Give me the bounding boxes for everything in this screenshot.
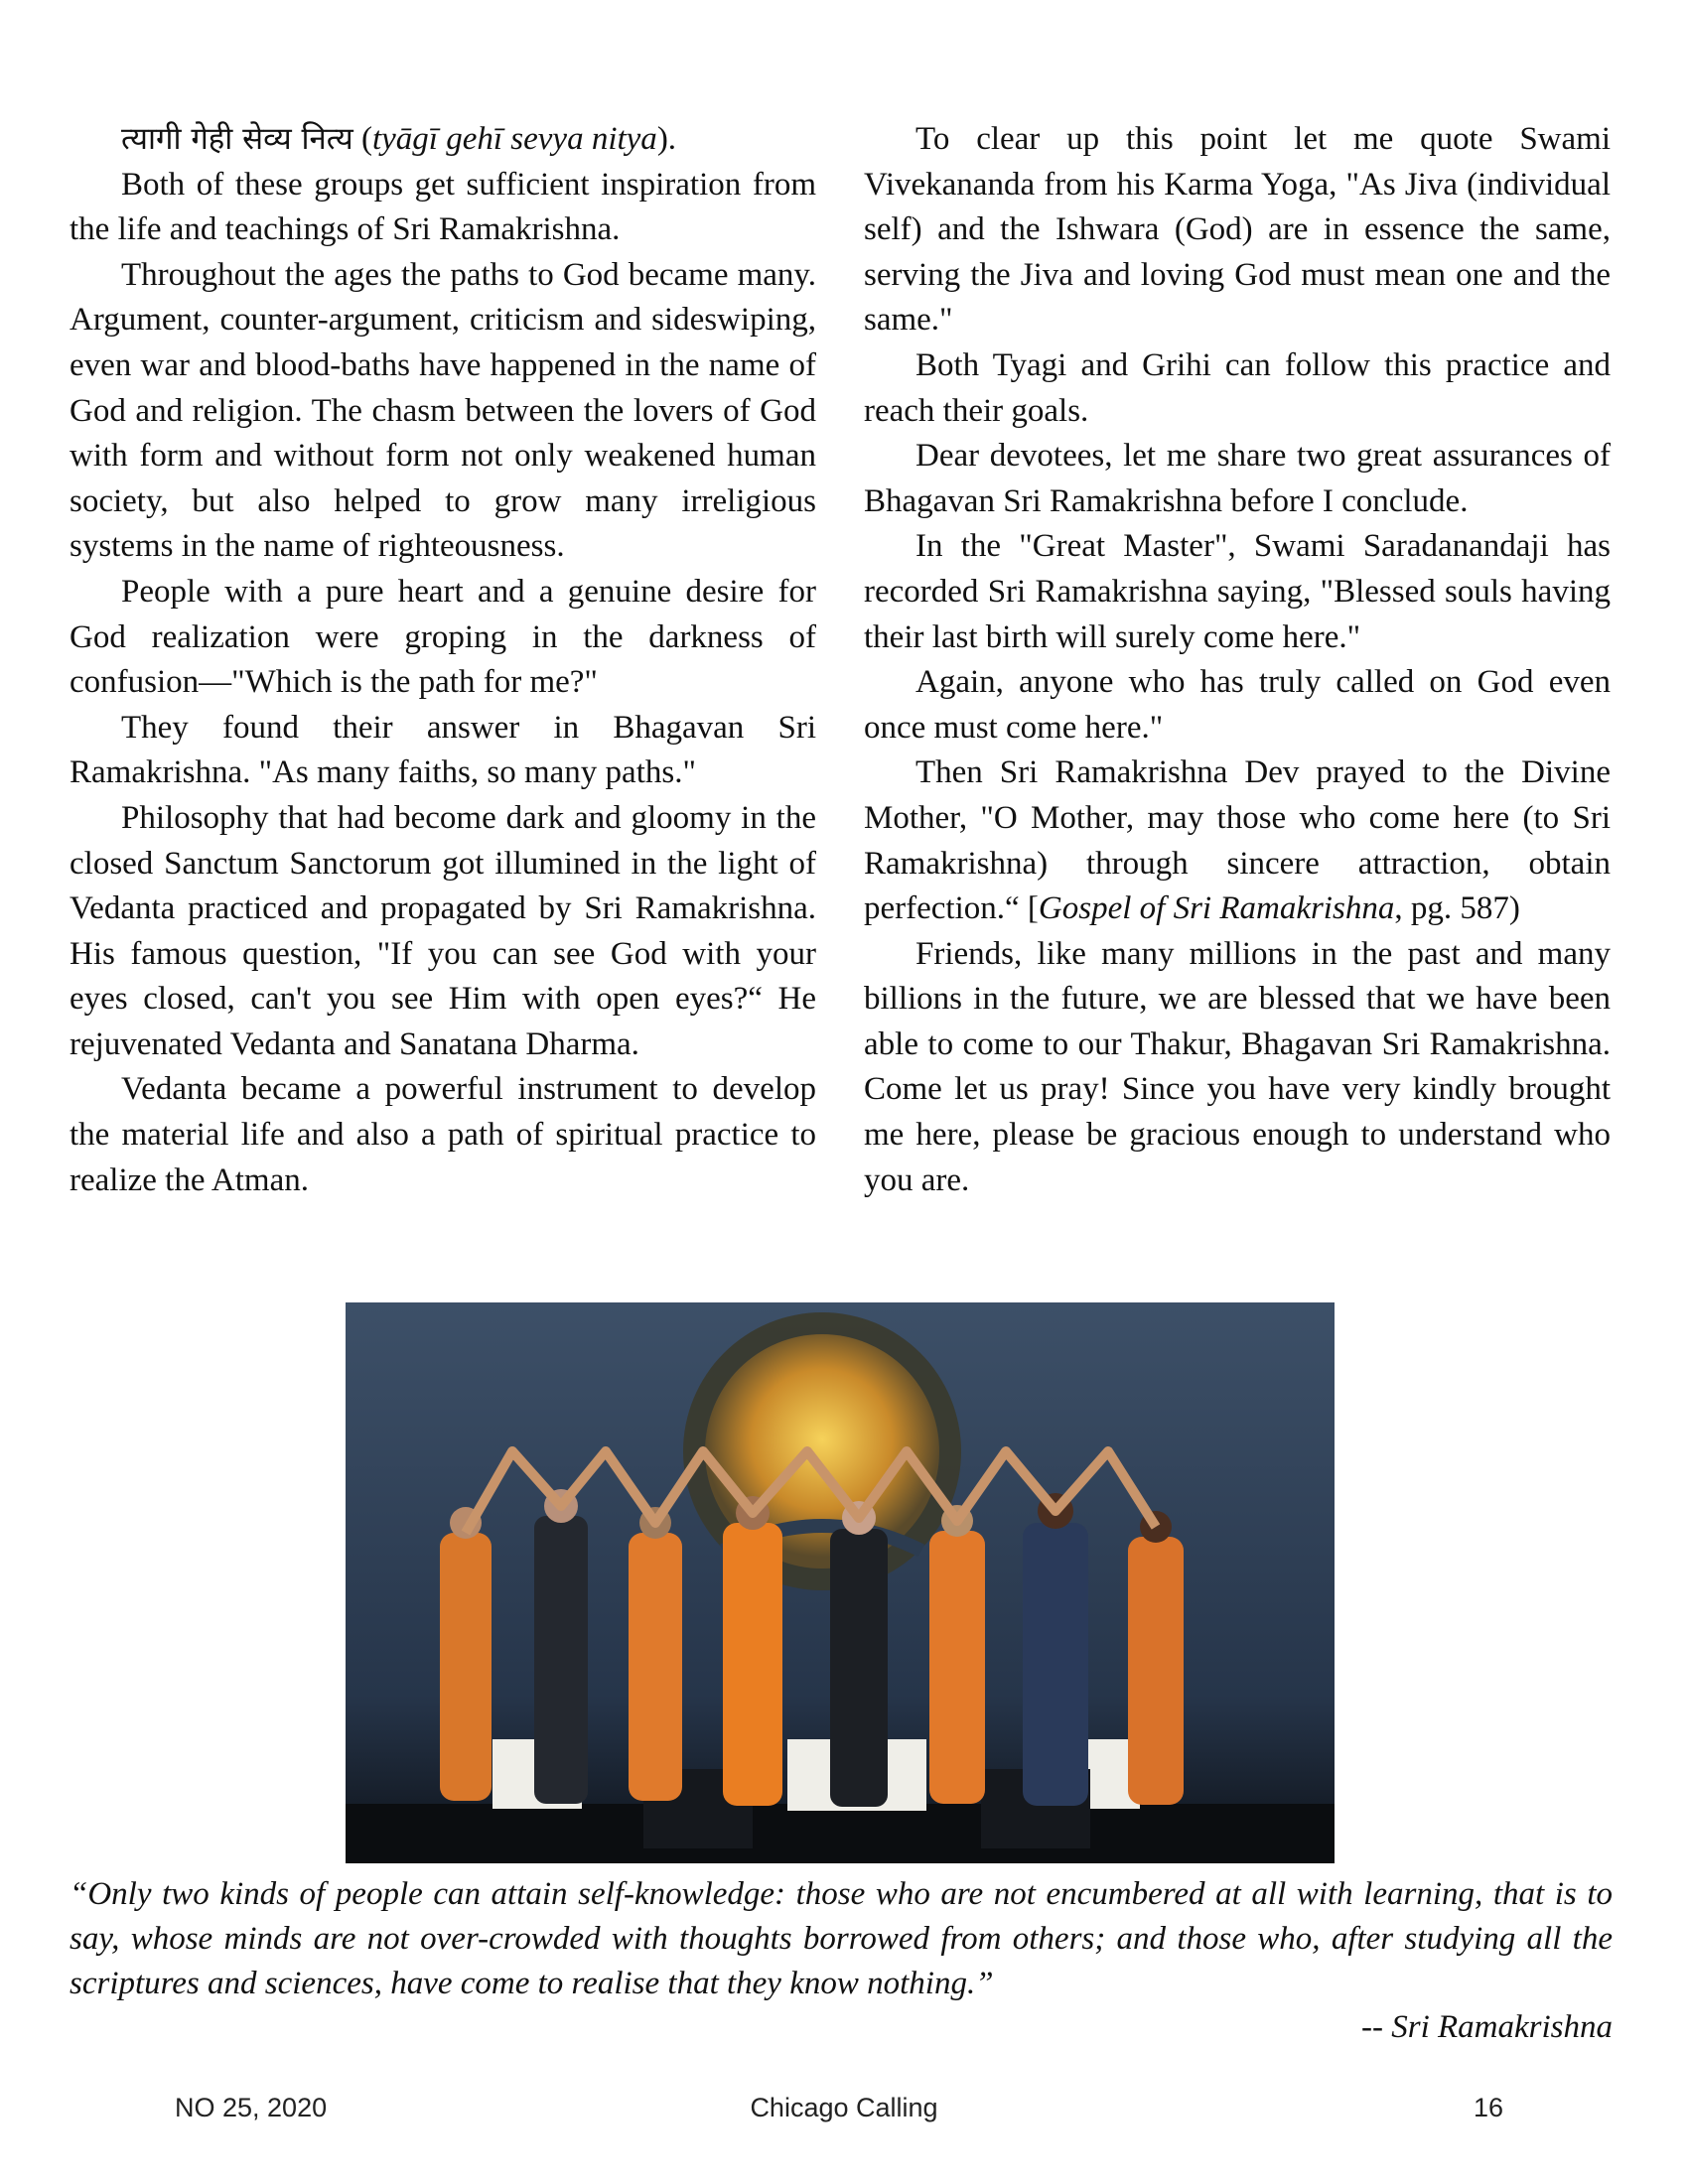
prayer-text: Then Sri Ramakrishna Dev prayed to the Divine Mother, "O Mother, may those who come here (to Sri Ramakrishna) through sincere attraction, obtain perfection.“ [ xyxy=(864,754,1611,927)
paren-close: ). xyxy=(656,121,677,157)
left-paragraph-6: Philosophy that had become dark and gloomy in the closed Sanctum Sanctorum got illumined in the light of Vedanta practiced and propagated by Sri Ramakrishna. His famous question, "If you can see God with your eyes closed, can't you see Him with open eyes?“ He rejuvenated Vedanta and Sanatana Dharma. xyxy=(70,799,816,1062)
left-paragraph-7: Vedanta became a powerful instrument to develop the material life and also a path of spiritual practice to realize the Atman. xyxy=(70,1071,816,1198)
left-paragraph-4: People with a pure heart and a genuine desire for God realization were groping in the darkness of confusion—"Which is the path for me?" xyxy=(70,573,816,701)
left-paragraph-5: They found their answer in Bhagavan Sri Ramakrishna. "As many faiths, so many paths." xyxy=(70,709,816,791)
stage-photo-illustration xyxy=(346,1302,1335,1863)
devanagari-phrase: त्यागी गेही सेव्य नित्य xyxy=(121,121,353,157)
transliteration: tyāgī gehī sevya nitya xyxy=(371,121,657,157)
footer-page-number: 16 xyxy=(1474,2093,1504,2122)
right-column xyxy=(864,117,1611,1203)
left-paragraph-1 xyxy=(70,117,816,163)
right-paragraph-2: Both Tyagi and Grihi can follow this practice and reach their goals. xyxy=(864,346,1611,429)
stage-floor xyxy=(346,1804,1335,1863)
left-column xyxy=(70,117,816,1203)
right-paragraph-6 xyxy=(864,751,1611,931)
left-paragraph-3: Throughout the ages the paths to God became many. Argument, counter-argument, criticism and sideswiping, even war and blood-baths have happened in the name of God and religion. The chasm between the lovers of God with form and without form not only weakened human society, but also helped to grow many irreligious systems in the name of righteousness. xyxy=(70,256,816,565)
stage-photo xyxy=(346,1302,1335,1863)
footer-issue: NO 25, 2020 xyxy=(175,2093,328,2122)
quote-text: “Only two kinds of people can attain self-knowledge: those who are not encumbered at all with learning, that is to say, whose minds are not over-crowded with thoughts borrowed from others; and those who, after studying all the scriptures and sciences, have come to realise that they know nothing.” xyxy=(70,1876,1613,2001)
right-paragraph-4: In the "Great Master", Swami Saradanandaji has recorded Sri Ramakrishna saying, "Blessed souls having their last birth will surely come here." xyxy=(864,528,1611,655)
paren-open: ( xyxy=(352,121,372,157)
quote-attribution: -- Sri Ramakrishna xyxy=(1361,2009,1613,2045)
right-paragraph-7: Friends, like many millions in the past and many billions in the future, we are blessed that we have been able to come to our Thakur, Bhagavan Sri Ramakrishna. Come let us pray! Since you have very kindly brought me here, please be gracious enough to understand who you are. xyxy=(864,935,1611,1198)
right-paragraph-1: To clear up this point let me quote Swami Vivekananda from his Karma Yoga, "As Jiva (individual self) and the Ishwara (God) are in essence the same, serving the Jiva and loving God must mean one and the same." xyxy=(864,121,1611,339)
footer-publication: Chicago Calling xyxy=(750,2093,938,2122)
right-paragraph-3: Dear devotees, let me share two great assurances of Bhagavan Sri Ramakrishna before I conclude. xyxy=(864,438,1611,519)
right-paragraph-5: Again, anyone who has truly called on God even once must come here." xyxy=(864,664,1611,746)
gospel-citation: Gospel of Sri Ramakrishna xyxy=(1038,890,1395,927)
citation-page: , pg. 587) xyxy=(1394,890,1520,927)
left-paragraph-2: Both of these groups get sufficient inspiration from the life and teachings of Sri Ramakrishna. xyxy=(70,166,816,248)
